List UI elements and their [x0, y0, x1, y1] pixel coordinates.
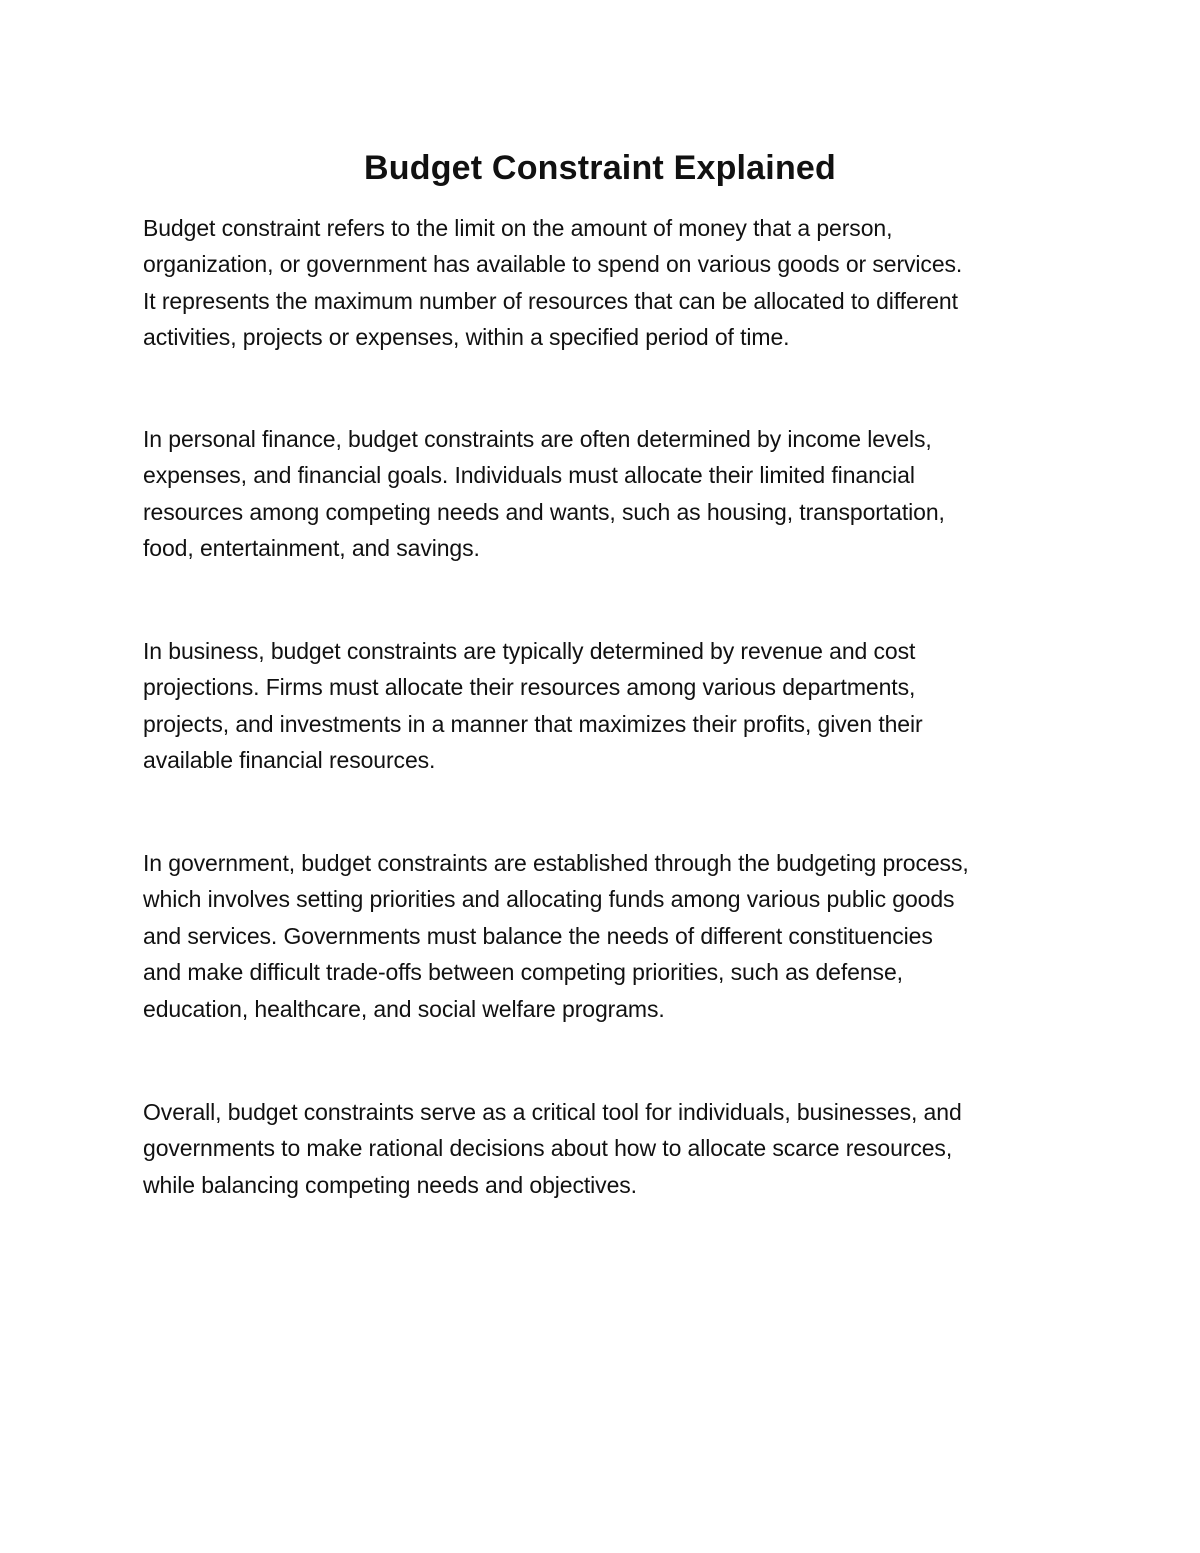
paragraph-line: and services. Governments must balance the needs of different constituencies: [143, 922, 933, 949]
paragraph-line: which involves setting priorities and allocating funds among various public goods: [143, 886, 955, 913]
paragraph-line: education, healthcare, and social welfare programs.: [143, 995, 665, 1022]
paragraph-definition: [143, 210, 1063, 356]
paragraph-line: Budget constraint refers to the limit on the amount of money that a person,: [143, 215, 893, 241]
paragraph-line: food, entertainment, and savings.: [143, 535, 480, 562]
paragraph-line: In business, budget constraints are typically determined by revenue and cost: [143, 638, 916, 664]
paragraph-line: activities, projects or expenses, within a specified period of time.: [143, 324, 790, 351]
paragraph-line: In personal finance, budget constraints are often determined by income levels,: [143, 426, 932, 452]
paragraph-line: It represents the maximum number of resources that can be allocated to different: [143, 287, 958, 314]
paragraph-line: projections. Firms must allocate their resources among various departments,: [143, 674, 916, 701]
paragraph-line: available financial resources.: [143, 747, 436, 774]
paragraph-line: projects, and investments in a manner that maximizes their profits, given their: [143, 710, 923, 737]
document-title: Budget Constraint Explained: [364, 149, 836, 187]
paragraph-line: In government, budget constraints are established through the budgeting process,: [143, 850, 969, 876]
paragraph-line: and make difficult trade-offs between competing priorities, such as defense,: [143, 959, 903, 986]
paragraph-line: governments to make rational decisions about how to allocate scarce resources,: [143, 1135, 953, 1162]
paragraph-business: [143, 633, 1063, 779]
paragraph-line: resources among competing needs and wants, such as housing, transportation,: [143, 498, 945, 525]
paragraph-personal-finance: [143, 421, 1063, 567]
paragraph-line: Overall, budget constraints serve as a critical tool for individuals, businesses, and: [143, 1099, 962, 1125]
paragraph-overall: [143, 1094, 1063, 1203]
paragraph-line: expenses, and financial goals. Individuals must allocate their limited financial: [143, 462, 915, 489]
paragraph-line: while balancing competing needs and objectives.: [143, 1171, 637, 1198]
paragraph-line: organization, or government has available to spend on various goods or services.: [143, 251, 963, 278]
paragraph-government: [143, 845, 1063, 1027]
